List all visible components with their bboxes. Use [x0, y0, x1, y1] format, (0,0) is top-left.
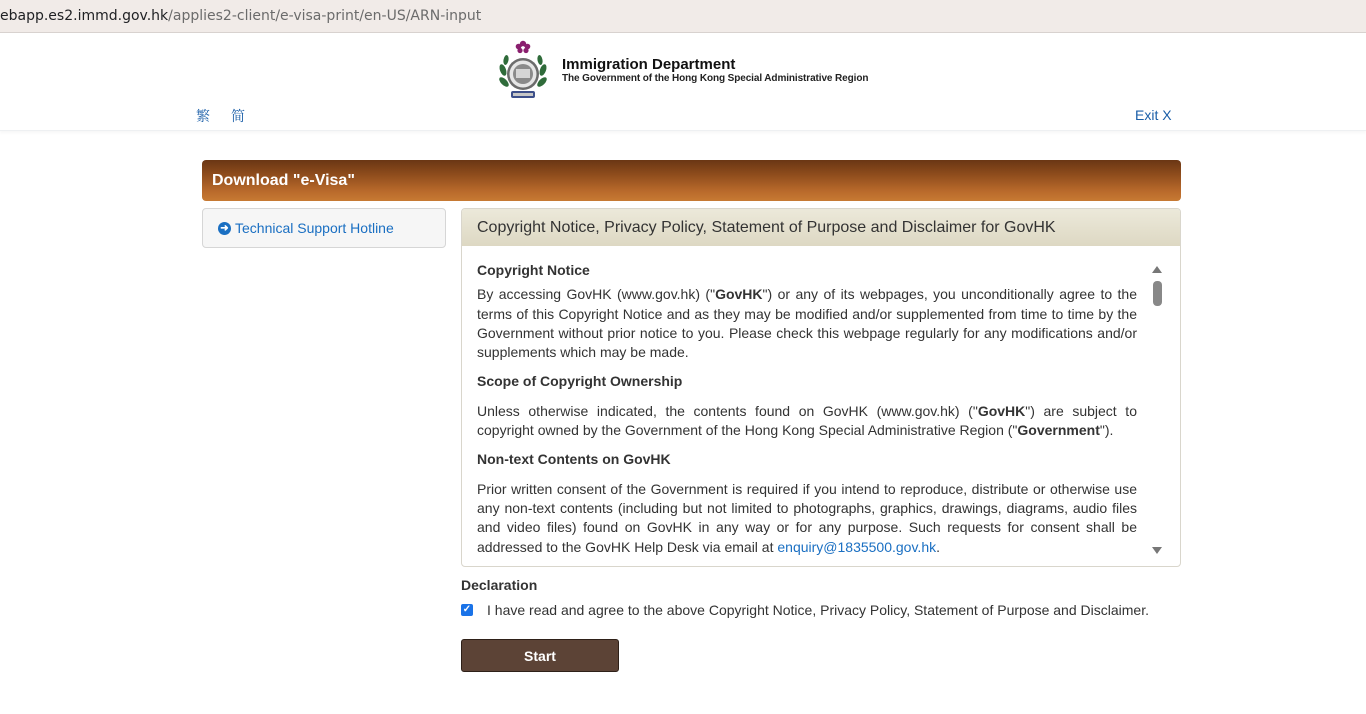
address-bar[interactable] [0, 0, 1366, 33]
declaration-label: Declaration [461, 577, 538, 593]
lang-simplified-chinese-link[interactable]: 简 [231, 108, 245, 124]
declaration-row [461, 602, 1149, 618]
url-path: /applies2-client/e-visa-print/en-US/ARN-input [168, 8, 482, 24]
hksar-emblem-logo [497, 38, 549, 102]
scroll-down-arrow-icon[interactable] [1152, 547, 1162, 554]
section-title-scope: Scope of Copyright Ownership [477, 373, 683, 390]
declaration-text: I have read and agree to the above Copyright Notice, Privacy Policy, Statement of Purpose and Disclaimer. [487, 602, 1149, 618]
section-text-scope: Unless otherwise indicated, the contents found on GovHK (www.gov.hk) ("GovHK") are subject to copyright owned by the Government of the Hong Kong Special Administrative Region ("Government"). [477, 402, 1137, 439]
section-text-copyright: By accessing GovHK (www.gov.hk) ("GovHK") or any of its webpages, you unconditionally agree to the terms of this Copyright Notice and as they may be modified and/or supplemented from time to time by the Government without prior notice to you. Please check this webpage regularly for any modifications and/or supplements which may be made. [477, 286, 1138, 361]
notice-content [477, 261, 1137, 557]
section-text-non-text: Prior written consent of the Government is required if you intend to reproduce, distribute or otherwise use any non-text contents (including but not limited to photographs, graphics, drawings, diagrams, audio files and video files) found on GovHK in any way or for any purpose. Such requests for consent shall be addressed to the GovHK Help Desk via email at enquiry@1835500.gov.hk. [477, 480, 1137, 555]
technical-support-hotline-label: Technical Support Hotline [235, 220, 394, 236]
site-header [0, 33, 1366, 131]
start-button[interactable]: Start [461, 639, 619, 672]
page-title: Download "e-Visa" [212, 171, 355, 189]
page-title-bar [202, 160, 1181, 201]
department-title [562, 56, 868, 85]
exit-link[interactable]: Exit X [1135, 107, 1172, 123]
declaration-checkbox[interactable]: ✓ [462, 604, 472, 615]
department-name: Immigration Department [562, 56, 736, 73]
notice-panel-heading: Copyright Notice, Privacy Policy, Statement of Purpose and Disclaimer for GovHK [462, 209, 1180, 246]
notice-panel [461, 208, 1181, 567]
lang-traditional-chinese-link[interactable]: 繁 [196, 108, 210, 124]
section-title-non-text: Non-text Contents on GovHK [477, 451, 671, 468]
email-link[interactable]: enquiry@1835500.gov.hk [777, 538, 937, 555]
section-title-copyright: Copyright Notice [477, 262, 590, 278]
government-name: The Government of the Hong Kong Special Administrative Region [562, 73, 869, 84]
technical-support-hotline-link[interactable] [202, 208, 446, 248]
circle-arrow-right-icon: ➜ [218, 222, 231, 235]
scroll-up-arrow-icon[interactable] [1152, 266, 1162, 273]
scroll-thumb[interactable] [1153, 281, 1162, 306]
url-host: ebapp.es2.immd.gov.hk [0, 8, 169, 24]
notice-scrollbar[interactable] [1150, 264, 1165, 556]
notice-scroll-area[interactable] [462, 246, 1180, 566]
